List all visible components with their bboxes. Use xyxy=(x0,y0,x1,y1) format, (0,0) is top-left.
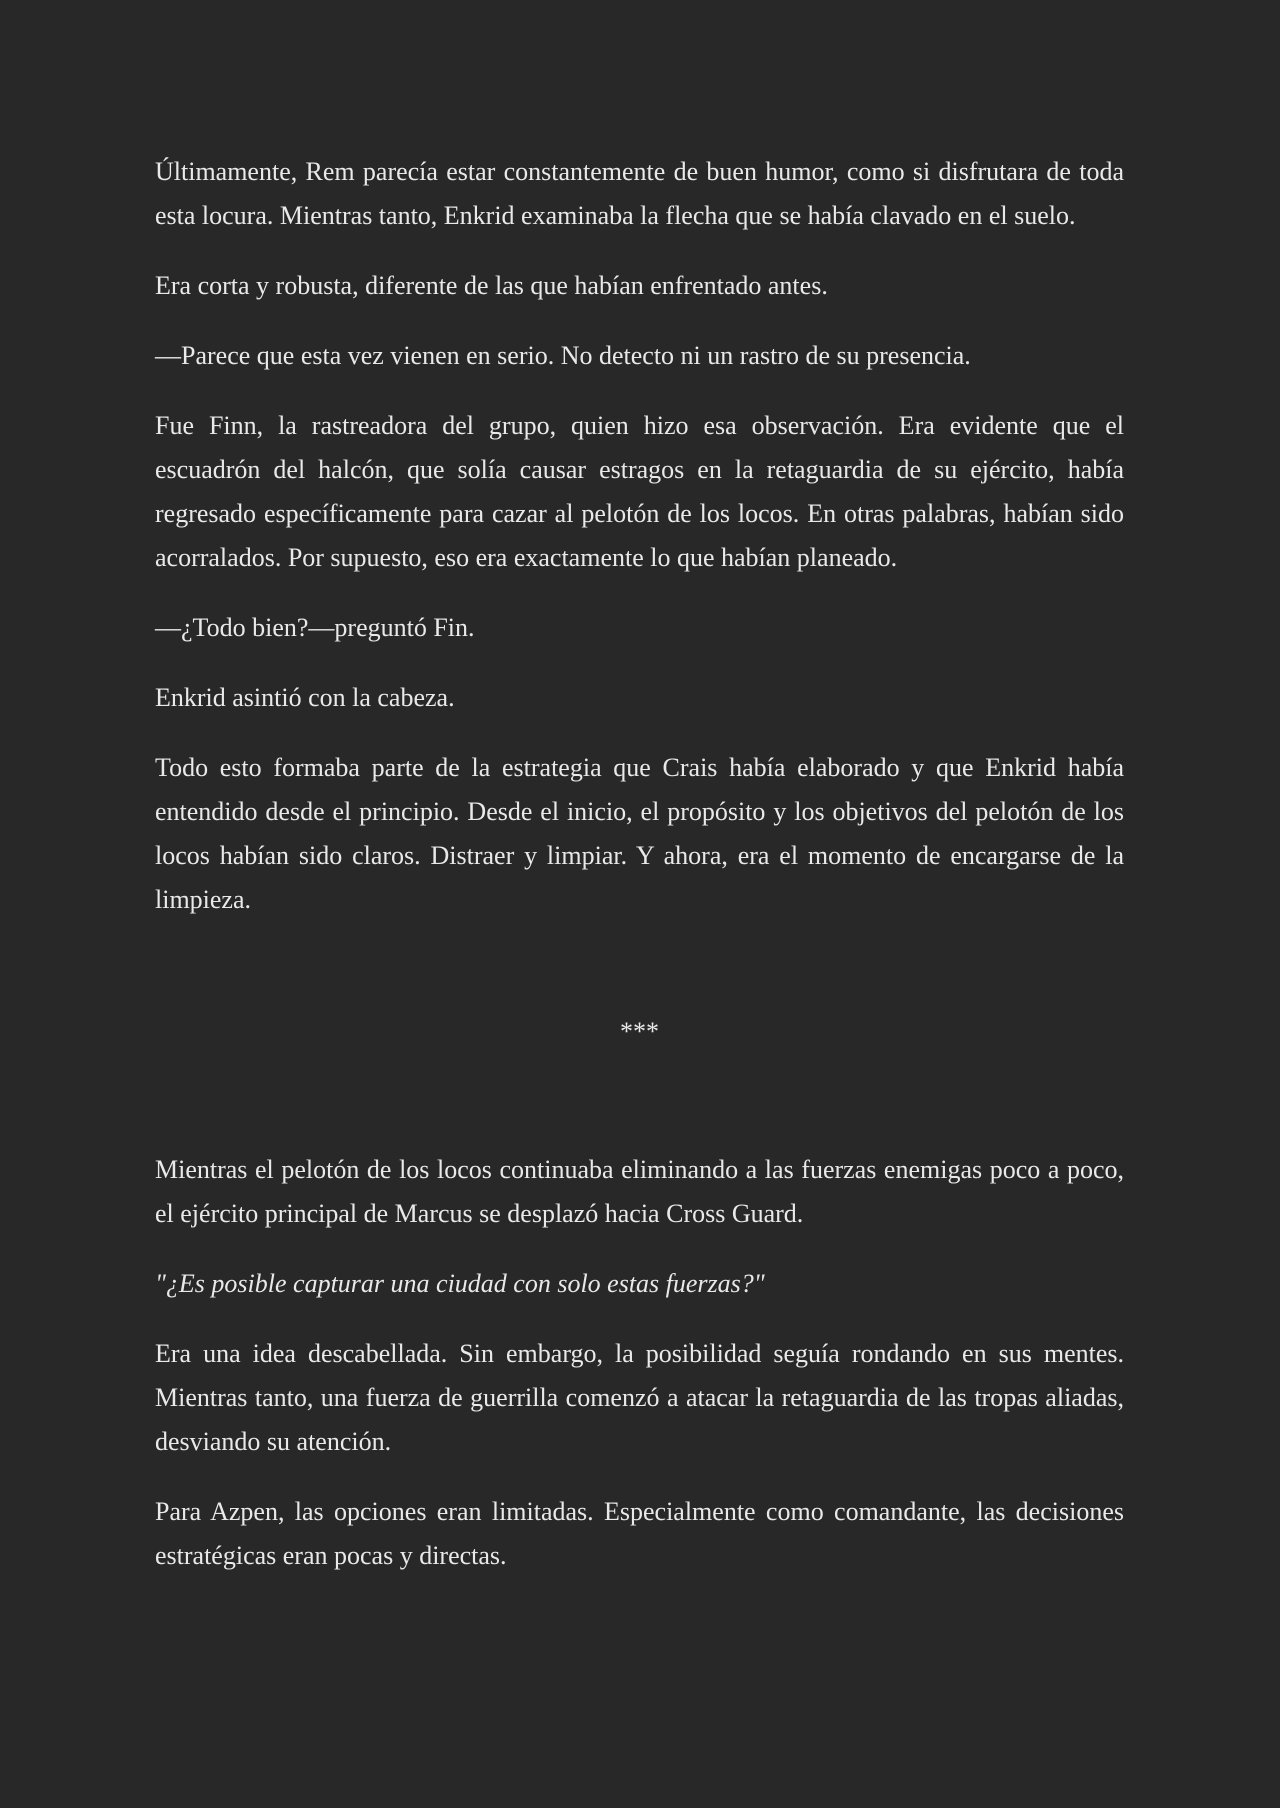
paragraph: Mientras el pelotón de los locos continuaba eliminando a las fuerzas enemigas poco a poco, el ejército principal de Marcus se desplazó hacia Cross Guard. xyxy=(155,1155,1124,1228)
dialogue-line: —Parece que esta vez vienen en serio. No detecto ni un rastro de su presencia. xyxy=(155,341,971,370)
paragraph: Enkrid asintió con la cabeza. xyxy=(155,683,455,712)
paragraph: Era una idea descabellada. Sin embargo, la posibilidad seguía rondando en sus mentes. Mientras tanto, una fuerza de guerrilla comenzó a atacar la retaguardia de las tropas aliadas, desviando su atención. xyxy=(155,1339,1124,1456)
paragraph: Todo esto formaba parte de la estrategia que Crais había elaborado y que Enkrid había entendido desde el principio. Desde el inicio, el propósito y los objetivos del pelotón de los locos habían sido claros. Distraer y limpiar. Y ahora, era el momento de encargarse de la limpieza. xyxy=(155,753,1124,914)
thought-line: "¿Es posible capturar una ciudad con solo estas fuerzas?" xyxy=(155,1269,765,1298)
dialogue-line: —¿Todo bien?—preguntó Fin. xyxy=(155,613,475,642)
paragraph: Para Azpen, las opciones eran limitadas. Especialmente como comandante, las decisiones estratégicas eran pocas y directas. xyxy=(155,1497,1124,1570)
document-page xyxy=(155,150,1124,1604)
section-divider: *** xyxy=(620,1017,659,1046)
paragraph: Fue Finn, la rastreadora del grupo, quien hizo esa observación. Era evidente que el escuadrón del halcón, que solía causar estragos en la retaguardia de su ejército, había regresado específicamente para cazar al pelotón de los locos. En otras palabras, habían sido acorralados. Por supuesto, eso era exactamente lo que habían planeado. xyxy=(155,411,1124,572)
paragraph: Era corta y robusta, diferente de las que habían enfrentado antes. xyxy=(155,271,828,300)
paragraph: Últimamente, Rem parecía estar constantemente de buen humor, como si disfrutara de toda esta locura. Mientras tanto, Enkrid examinaba la flecha que se había clavado en el suelo. xyxy=(155,157,1124,230)
